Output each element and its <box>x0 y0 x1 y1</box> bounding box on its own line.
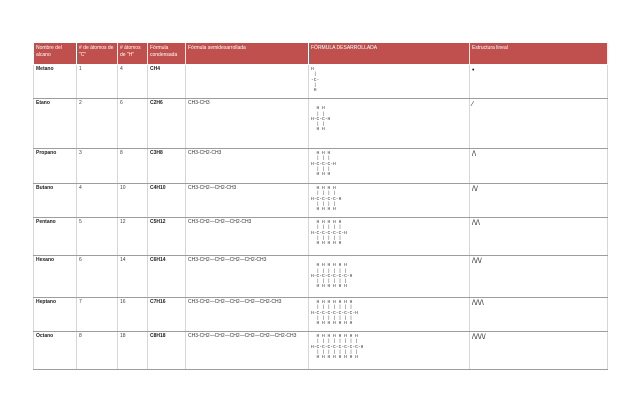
cell-formula-condensada: C6H14 <box>148 256 186 298</box>
table-row <box>34 218 608 256</box>
cell-atomos-h: 16 <box>118 298 148 332</box>
cell-nombre: Propano <box>34 149 77 184</box>
header-estructura-lineal: Estructura lineal <box>470 43 608 65</box>
cell-nombre: Butano <box>34 184 77 218</box>
table-row <box>34 99 608 149</box>
cell-atomos-h: 10 <box>118 184 148 218</box>
line-structure: /\/\ <box>472 220 480 227</box>
cell-formula-semidesarrollada: CH3-CH2—CH2-CH3 <box>186 184 309 218</box>
cell-formula-semidesarrollada: CH3-CH2-CH3 <box>186 149 309 184</box>
header-atomos-h: # átomos de "H" <box>118 43 148 65</box>
cell-atomos-c: 1 <box>77 65 118 99</box>
cell-formula-condensada: C5H12 <box>148 218 186 256</box>
cell-formula-condensada: C8H18 <box>148 332 186 370</box>
cell-estructura-lineal <box>470 149 608 184</box>
line-structure: /\ <box>472 151 476 158</box>
line-structure: ⁄ <box>472 101 474 108</box>
cell-estructura-lineal <box>470 184 608 218</box>
header-atomos-c: # de átomos de "C" <box>77 43 118 65</box>
table-row <box>34 256 608 298</box>
header-row <box>34 43 608 65</box>
cell-formula-semidesarrollada <box>186 65 309 99</box>
cell-formula-condensada: CH4 <box>148 65 186 99</box>
cell-estructura-lineal <box>470 65 608 99</box>
cell-formula-condensada: C3H8 <box>148 149 186 184</box>
cell-formula-desarrollada <box>309 218 470 256</box>
header-nombre: Nombre del alcano <box>34 43 77 65</box>
cell-atomos-h: 18 <box>118 332 148 370</box>
cell-atomos-h: 14 <box>118 256 148 298</box>
table-row <box>34 149 608 184</box>
cell-formula-condensada: C7H16 <box>148 298 186 332</box>
cell-nombre: Octano <box>34 332 77 370</box>
line-structure: /\/\/\/ <box>472 334 486 341</box>
cell-formula-desarrollada <box>309 332 470 370</box>
cell-formula-semidesarrollada: CH3-CH2—CH2—CH2—CH2—CH2—CH2-CH3 <box>186 332 309 370</box>
cell-formula-semidesarrollada: CH3-CH3 <box>186 99 309 149</box>
cell-nombre: Heptano <box>34 298 77 332</box>
cell-estructura-lineal <box>470 218 608 256</box>
structural-formula: H H H H H H H | | | | | | | H-C-C-C-C-C-C-C-H | | | | | | | H H H H H H H <box>311 300 358 327</box>
cell-atomos-c: 6 <box>77 256 118 298</box>
line-structure: /\/\/\ <box>472 300 484 307</box>
cell-nombre: Etano <box>34 99 77 149</box>
table-row <box>34 332 608 370</box>
header-formula-semidesarrollada: Fórmula semidesarrollada <box>186 43 309 65</box>
cell-atomos-h: 4 <box>118 65 148 99</box>
header-formula-condensada: Fórmula condensada <box>148 43 186 65</box>
cell-estructura-lineal <box>470 332 608 370</box>
cell-nombre: Pentano <box>34 218 77 256</box>
line-structure: /\/\/ <box>472 258 482 265</box>
structural-formula: H H H H H H H H | | | | | | | | H-C-C-C-C-C-C-C-C-H | | | | | | | | H H H H H H H H <box>311 334 364 361</box>
table-row <box>34 65 608 99</box>
cell-atomos-c: 3 <box>77 149 118 184</box>
structural-formula: H H H H H H | | | | | | H-C-C-C-C-C-C-H | | | | | | H H H H H H <box>311 263 353 290</box>
cell-formula-desarrollada <box>309 256 470 298</box>
cell-estructura-lineal <box>470 99 608 149</box>
cell-formula-semidesarrollada: CH3-CH2—CH2—CH2-CH3 <box>186 218 309 256</box>
alkane-table <box>33 42 608 370</box>
cell-estructura-lineal <box>470 256 608 298</box>
cell-atomos-h: 6 <box>118 99 148 149</box>
cell-formula-desarrollada <box>309 149 470 184</box>
header-formula-desarrollada: FÓRMULA DESARROLLADA <box>309 43 470 65</box>
line-structure: • <box>472 67 475 74</box>
cell-formula-desarrollada <box>309 184 470 218</box>
cell-atomos-c: 4 <box>77 184 118 218</box>
cell-atomos-c: 2 <box>77 99 118 149</box>
cell-formula-semidesarrollada: CH3-CH2—CH2—CH2—CH2—CH2-CH3 <box>186 298 309 332</box>
cell-formula-semidesarrollada: CH3-CH2—CH2—CH2—CH2-CH3 <box>186 256 309 298</box>
cell-nombre: Hexano <box>34 256 77 298</box>
cell-atomos-h: 12 <box>118 218 148 256</box>
table-row <box>34 184 608 218</box>
cell-formula-desarrollada <box>309 298 470 332</box>
cell-formula-condensada: C2H6 <box>148 99 186 149</box>
cell-atomos-c: 8 <box>77 332 118 370</box>
cell-atomos-h: 8 <box>118 149 148 184</box>
cell-atomos-c: 5 <box>77 218 118 256</box>
cell-formula-desarrollada <box>309 99 470 149</box>
cell-formula-desarrollada <box>309 65 470 99</box>
structural-formula: H H H | | | H-C-C-C-H | | | H H H <box>311 151 336 178</box>
cell-atomos-c: 7 <box>77 298 118 332</box>
structural-formula: H H H H H | | | | | H-C-C-C-C-C-H | | | | | H H H H H <box>311 220 347 247</box>
structural-formula: H H | | H-C-C-H | | H H <box>311 106 331 133</box>
structural-formula: H | -C- | H <box>311 67 320 94</box>
cell-formula-condensada: C4H10 <box>148 184 186 218</box>
cell-estructura-lineal <box>470 298 608 332</box>
structural-formula: H H H H | | | | H-C-C-C-C-H | | | | H H H H <box>311 186 342 213</box>
line-structure: /\/ <box>472 186 478 193</box>
cell-nombre: Metano <box>34 65 77 99</box>
table-row <box>34 298 608 332</box>
